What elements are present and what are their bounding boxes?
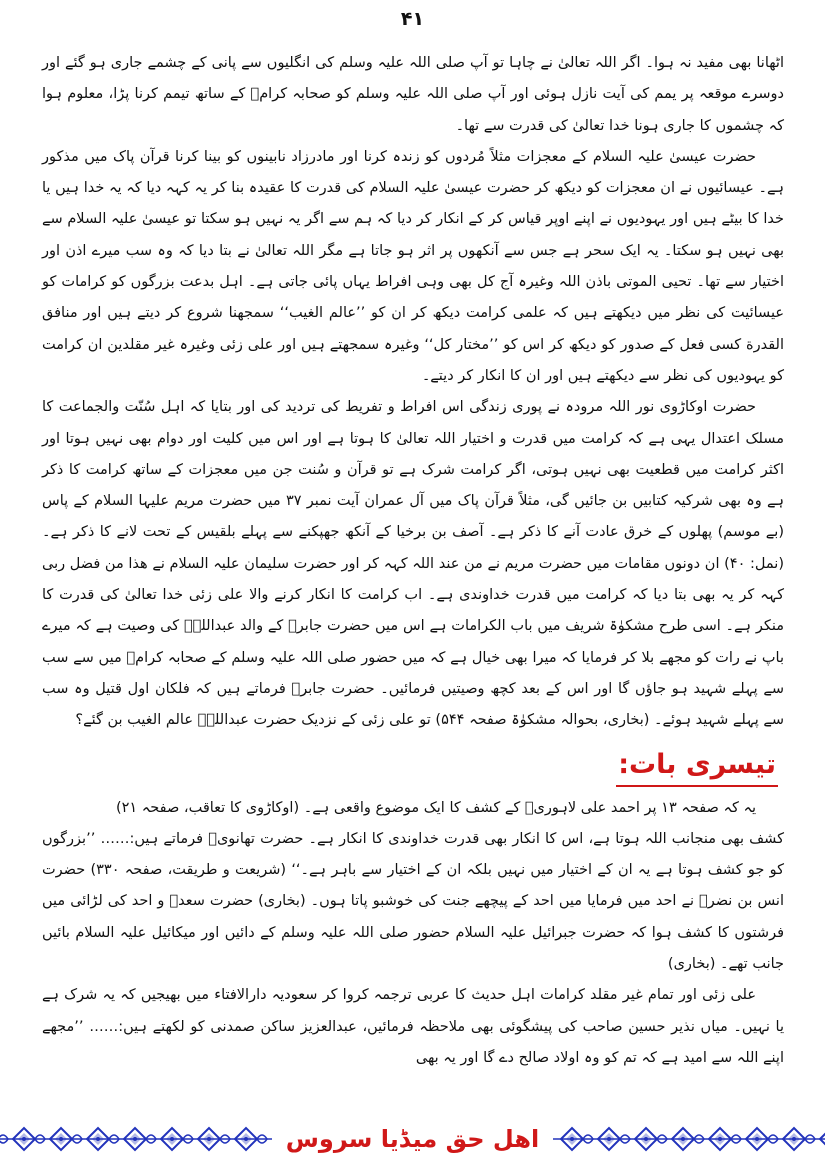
section-heading-wrapper (42, 743, 784, 791)
footer-banner (30, 1118, 795, 1160)
paragraph-okarvi-karamat: حضرت اوکاڑوی نور اللہ مرودہ نے پوری زندگی اس افراط و تفریط کی تردید کی اور بتایا کہ اہل سُنّت والجماعت کا مسلک اعتدال یہی ہے کہ کرامت میں قدرت و اختیار اللہ تعالیٰ کا ہوتا ہے اور اس میں کلیت اور دوام بھی نہیں ہوتا اور اکثر کرامت میں قطعیت بھی نہیں ہوتی، اگر کرامت شرک ہے تو قرآن و سُنت جن میں معجزات کے ساتھ کرامت کا ذکر ہے وہ بھی شرکیہ کتابیں بن جائیں گی، مثلاً قرآن پاک میں آل عمران آیت نمبر ۳۷ میں حضرت مریم علیہا السلام کے پاس (بے موسم) پھلوں کے خرق عادت آنے کا ذکر ہے۔ آصف بن برخیا کے آنکھ جھپکنے سے پہلے بلقیس کے تحت لانے کا ذکر ہے۔ (نمل: ۴۰) ان دونوں مقامات میں حضرت مریم نے من عند اللہ کہہ کر اور حضرت سلیمان علیہ السلام نے هذا من فضل ربی کہہ کر یہ بھی بتا دیا کہ کرامت میں قدرت خداوندی ہے۔ اب کرامت کا انکار کرنے والا علی زئی خدا تعالیٰ کی قدرت کا منکر ہے۔ اسی طرح مشکوٰۃ شریف میں باب الکرامات ہے اس میں حضرت جابرؓ کے والد عبداللہؓ کی وصیت ہے کہ میرے باپ نے رات کو مجھے بلا کر فرمایا کہ میرا بھی خیال ہے کہ میں حضور صلی اللہ علیہ وسلم کے صحابہ کرامؓ میں سے سب سے پہلے شہید ہو جاؤں گا اور اس کے بعد کچھ وصیتیں فرمائیں۔ حضرت جابرؓ فرماتے ہیں کہ فلکان اول قتیل وہ سب سے پہلے شہید ہوئے۔ (بخاری، بحوالہ مشکوٰۃ صفحہ ۵۴۴) تو علی زئی کے نزدیک حضرت عبداللہؓ عالم الغیب بن گئے؟ (42, 399, 784, 729)
paragraph-ali-zai: علی زئی اور تمام غیر مقلد کرامات اہل حدیث کا عربی ترجمہ کروا کر سعودیہ دارالافتاء میں بھیجیں کہ یہ شرک ہے یا نہیں۔ میاں نذیر حسین صاحب کی پیشگوئی بھی ملاحظہ فرمائیں، عبدالعزیز ساکن صمدنی کو لکھتے ہیں:…… ’’مجھے اپنے اللہ سے امید ہے کہ تم کو وہ اولاد صالح دے گا اور یہ بھی (42, 987, 784, 1066)
paragraph-miracle-water: اٹھانا بھی مفید نہ ہوا۔ اگر اللہ تعالیٰ نے چاہا تو آپ صلی اللہ علیہ وسلم کی انگلیوں سے پانی کے چشمے جاری ہو گئے اور دوسرے موقعہ پر یمم کی آیت نازل ہوئی اور آپ صلی اللہ علیہ وسلم کو صحابہ کرامؓ کے ساتھ تیمم کرنا پڑا، معلوم ہوا کہ چشموں کا جاری ہونا خدا تعالیٰ کی قدرت سے تھا۔ (42, 55, 784, 134)
paragraph-isa-miracles: حضرت عیسیٰ علیہ السلام کے معجزات مثلاً مُردوں کو زندہ کرنا اور مادرزاد نابینوں کو بینا کرنا قرآن پاک میں مذکور ہے۔ عیسائیوں نے ان معجزات کو دیکھ کر حضرت عیسیٰ علیہ السلام کی قدرت کا عقیدہ بنا کر یہ کہہ دیا کہ یہ خدا ہیں یا خدا کا بیٹے ہیں اور یہودیوں نے اپنے اوپر قیاس کر کے انکار کر دیا کہ ہم سے اگر یہ نہیں ہو سکتا تو عیسیٰ علیہ السلام سے بھی نہیں ہو سکتا۔ یہ ایک سحر ہے جس سے آنکھوں پر اثر ہو جاتا ہے مگر اللہ تعالیٰ نے بتا دیا کہ وہ سب میرے اذن اور اختیار سے تھا۔ تحیی الموتی باذن اللہ وغیرہ آج کل بھی وہی افراط یہاں پائی جاتی ہے۔ اہل بدعت بزرگوں کو کرامات کو عیسائیت کی نظر میں دیکھتے ہیں کہ علمی کرامت دیکھ کر ان کو ’’عالم الغیب‘‘ سمجھنا شروع کر دیتے ہیں اور منافق القدرة کسی فعل کے صدور کو دیکھ کر اس کو ’’مختار کل‘‘ وغیرہ سمجھتے ہیں اور علی زئی وغیرہ غیر مقلدین ان کرامت کو یہودیوں کی نظر سے دیکھتے ہیں اور ان کا انکار کر دیتے۔ (42, 148, 784, 384)
paragraph-kashf-divine: کشف بھی منجانب اللہ ہوتا ہے، اس کا انکار بھی قدرت خداوندی کا انکار ہے۔ حضرت تھانویؒ فرماتے ہیں:…… ’’بزرگوں کو جو کشف ہوتا ہے یہ ان کے اختیار میں نہیں بلکہ ان کے اختیار سے باہر ہے۔‘‘ (شریعت و طریقت، صفحہ ۳۳۰) حضرت انس بن نضرؓ نے احد میں فرمایا میں احد کے پیچھے جنت کی خوشبو پاتا ہوں۔ (بخاری) حضرت سعدؓ و احد کی لڑائی میں فرشتوں کا کشف ہوا کہ حضرت جبرائیل علیہ السلام حضور صلی اللہ علیہ وسلم کے دائیں اور میکائیل علیہ السلام بائیں جانب تھے۔ (بخاری) (42, 830, 784, 973)
paragraph-kashf-reference: یہ کہ صفحہ ۱۳ پر احمد علی لاہوریؒ کے کشف کا ایک موضوع واقعی ہے۔ (اوکاڑوی کا تعاقب، صفحہ ۲۱) (115, 799, 756, 816)
arabesque-ornament-icon (553, 1122, 825, 1156)
page-number: ۴۱ (400, 8, 425, 30)
footer-ornament-left (0, 1122, 272, 1156)
page-body (42, 48, 784, 1074)
footer-title: اهل حق میڈیا سروس (285, 1125, 540, 1153)
section-heading: تیسری بات: (616, 745, 778, 787)
arabesque-ornament-icon (0, 1122, 272, 1156)
footer-ornament-right (553, 1122, 825, 1156)
